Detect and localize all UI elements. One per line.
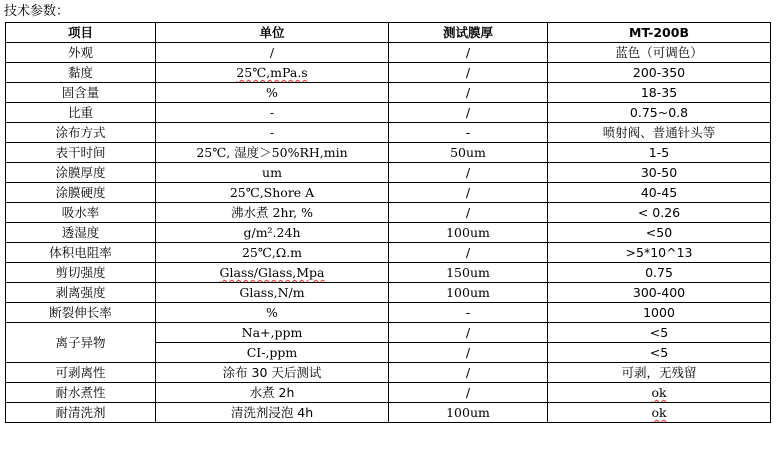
cell-value: 18-35 <box>548 83 771 103</box>
table-row <box>6 223 771 243</box>
cell-item: 涂膜厚度 <box>6 163 156 183</box>
cell-item: 耐清洗剂 <box>6 403 156 423</box>
cell-value: <5 <box>548 343 771 363</box>
cell-value <box>548 383 771 403</box>
table-body <box>6 43 771 423</box>
cell-value: 喷射阀、普通针头等 <box>548 123 771 143</box>
cell-thickness: / <box>389 323 548 343</box>
cell-value: 30-50 <box>548 163 771 183</box>
cell-unit: / <box>156 43 389 63</box>
cell-thickness: 100um <box>389 283 548 303</box>
table-row <box>6 143 771 163</box>
cell-unit: 25℃, 湿度＞50%RH,min <box>156 143 389 163</box>
cell-unit <box>156 63 389 83</box>
cell-value: 蓝色（可调色） <box>548 43 771 63</box>
cell-item: 剥离强度 <box>6 283 156 303</box>
cell-unit: Na+,ppm <box>156 323 389 343</box>
table-row <box>6 63 771 83</box>
cell-unit: Glass,N/m <box>156 283 389 303</box>
table-row <box>6 323 771 343</box>
cell-thickness: / <box>389 243 548 263</box>
cell-thickness: 100um <box>389 223 548 243</box>
cell-value: 200-350 <box>548 63 771 83</box>
header-row <box>6 23 771 43</box>
table-row <box>6 83 771 103</box>
cell-unit: 涂布 30 天后测试 <box>156 363 389 383</box>
cell-unit-text: Glass/Glass,Mpa <box>219 265 325 280</box>
cell-unit: 25℃,Shore A <box>156 183 389 203</box>
cell-item: 耐水煮性 <box>6 383 156 403</box>
cell-thickness: / <box>389 63 548 83</box>
cell-thickness: / <box>389 103 548 123</box>
section-caption: 技术参数： <box>4 4 70 19</box>
table-row <box>6 43 771 63</box>
cell-thickness: / <box>389 163 548 183</box>
cell-unit-text: 25℃,mPa.s <box>236 65 308 80</box>
header-item: 项目 <box>6 23 156 43</box>
table-row <box>6 163 771 183</box>
cell-thickness: / <box>389 383 548 403</box>
cell-thickness: - <box>389 303 548 323</box>
cell-thickness: / <box>389 183 548 203</box>
cell-item: 吸水率 <box>6 203 156 223</box>
cell-thickness: / <box>389 203 548 223</box>
cell-unit: % <box>156 83 389 103</box>
cell-value: 40-45 <box>548 183 771 203</box>
cell-value: 1000 <box>548 303 771 323</box>
cell-item: 涂布方式 <box>6 123 156 143</box>
cell-item: 表干时间 <box>6 143 156 163</box>
cell-item: 外观 <box>6 43 156 63</box>
table-row <box>6 303 771 323</box>
spec-table <box>5 22 771 423</box>
cell-unit: CI-,ppm <box>156 343 389 363</box>
cell-item: 剪切强度 <box>6 263 156 283</box>
cell-unit: - <box>156 103 389 123</box>
cell-value: < 0.26 <box>548 203 771 223</box>
cell-value: 可剥，无残留 <box>548 363 771 383</box>
cell-value <box>548 403 771 423</box>
table-row <box>6 263 771 283</box>
cell-value: 1-5 <box>548 143 771 163</box>
header-unit: 单位 <box>156 23 389 43</box>
cell-thickness: / <box>389 343 548 363</box>
cell-item: 体积电阻率 <box>6 243 156 263</box>
cell-thickness: 50um <box>389 143 548 163</box>
cell-unit: % <box>156 303 389 323</box>
table-row <box>6 283 771 303</box>
cell-value: 0.75~0.8 <box>548 103 771 123</box>
cell-item-ion: 离子异物 <box>6 323 156 363</box>
cell-item: 断裂伸长率 <box>6 303 156 323</box>
cell-value-text: ok <box>651 385 667 400</box>
cell-unit: g/m².24h <box>156 223 389 243</box>
cell-unit: 清洗剂浸泡 4h <box>156 403 389 423</box>
cell-item: 黏度 <box>6 63 156 83</box>
header-thickness: 测试膜厚 <box>389 23 548 43</box>
cell-value: >5*10^13 <box>548 243 771 263</box>
cell-unit: 沸水煮 2hr, % <box>156 203 389 223</box>
cell-item: 涂膜硬度 <box>6 183 156 203</box>
cell-thickness: - <box>389 123 548 143</box>
cell-item: 透湿度 <box>6 223 156 243</box>
table-row <box>6 123 771 143</box>
header-model: MT-200B <box>548 23 771 43</box>
cell-value: 0.75 <box>548 263 771 283</box>
table-row <box>6 183 771 203</box>
cell-unit <box>156 263 389 283</box>
table-row <box>6 403 771 423</box>
cell-thickness: / <box>389 83 548 103</box>
cell-item: 比重 <box>6 103 156 123</box>
table-row <box>6 203 771 223</box>
table-row <box>6 103 771 123</box>
cell-unit: 25℃,Ω.m <box>156 243 389 263</box>
table-row <box>6 363 771 383</box>
cell-thickness: / <box>389 43 548 63</box>
cell-thickness: 150um <box>389 263 548 283</box>
cell-thickness: / <box>389 363 548 383</box>
cell-unit: 水煮 2h <box>156 383 389 403</box>
cell-item: 固含量 <box>6 83 156 103</box>
cell-value: <5 <box>548 323 771 343</box>
cell-unit: - <box>156 123 389 143</box>
cell-item: 可剥离性 <box>6 363 156 383</box>
cell-value: 300-400 <box>548 283 771 303</box>
table-row <box>6 243 771 263</box>
cell-unit: um <box>156 163 389 183</box>
cell-thickness: 100um <box>389 403 548 423</box>
cell-value: <50 <box>548 223 771 243</box>
cell-value-text: ok <box>651 405 667 420</box>
table-row <box>6 383 771 403</box>
